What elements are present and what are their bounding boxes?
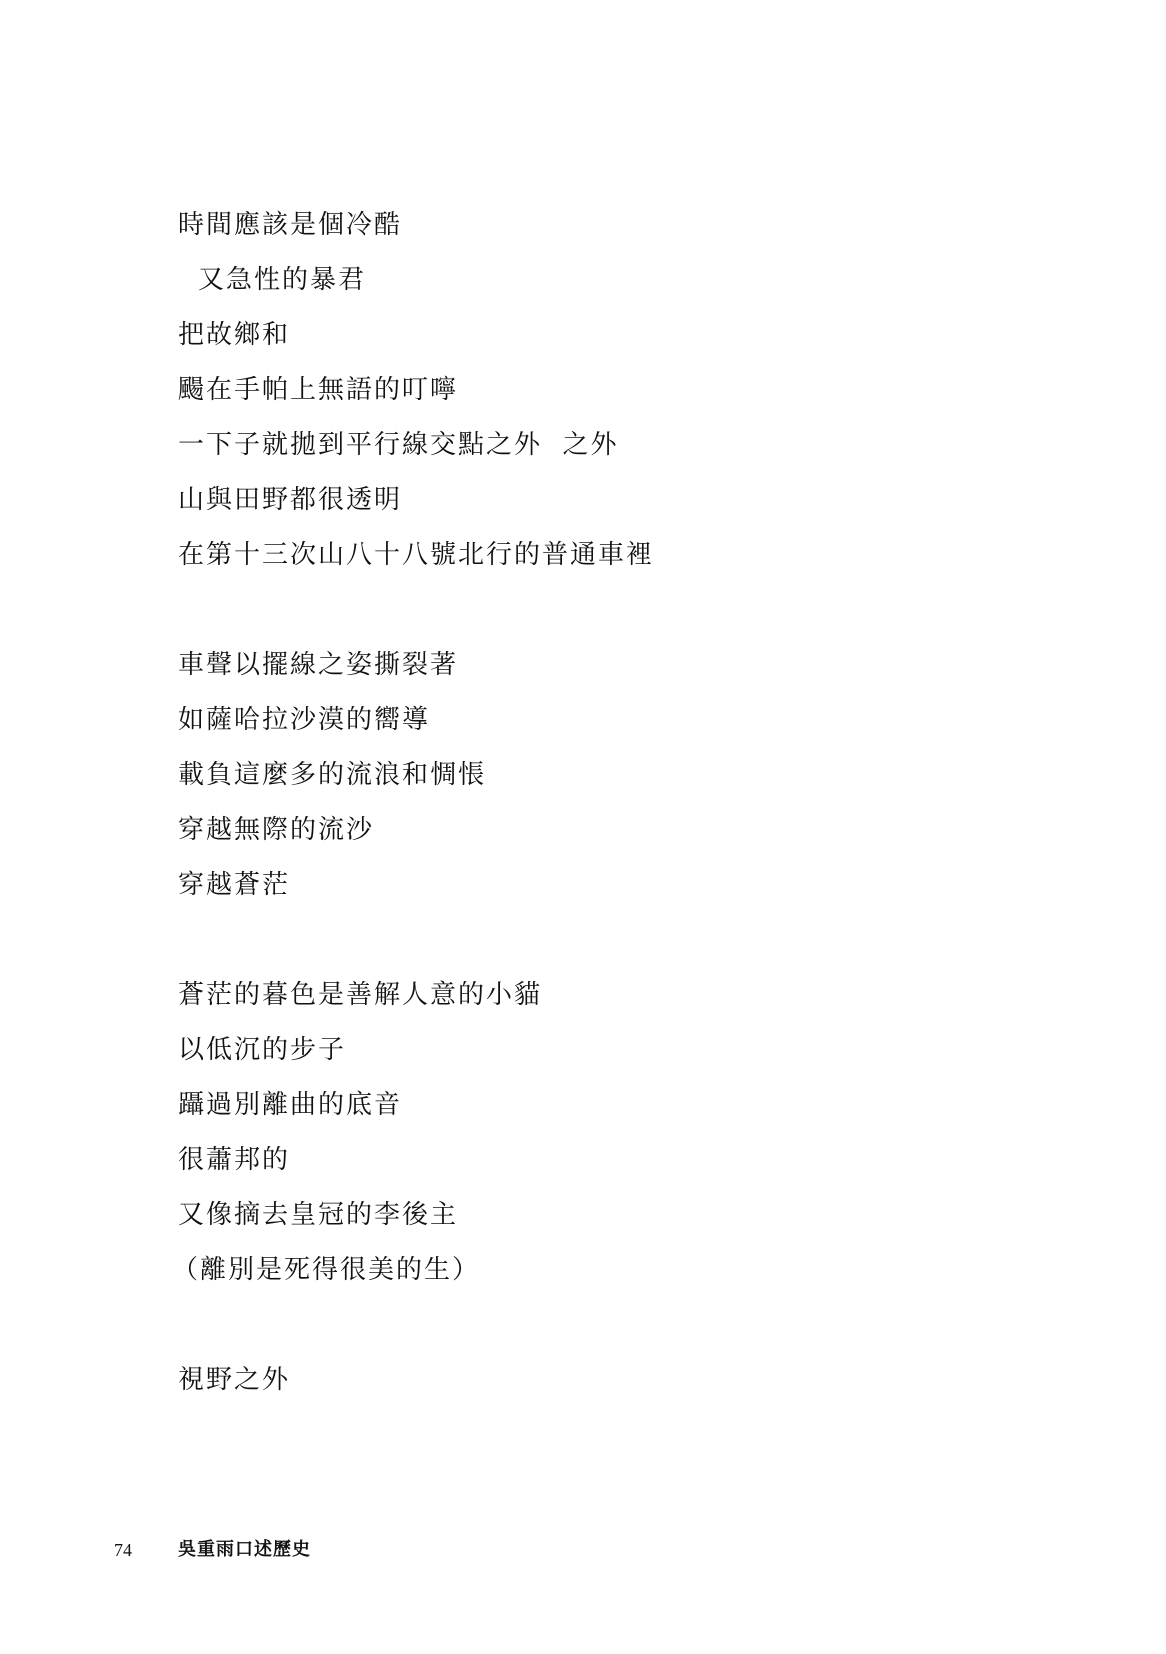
poem-line: 一下子就拋到平行線交點之外 之外 (178, 430, 619, 460)
poem-line: 載負這麼多的流浪和惆悵 (178, 760, 487, 790)
poem-body (172, 198, 1078, 1408)
poem-line: 又像摘去皇冠的李後主 (178, 1200, 459, 1230)
poem-line: 時間應該是個冷酷 (178, 210, 403, 240)
stanza-break (178, 583, 1078, 638)
poem-line: 躡過別離曲的底音 (178, 1090, 403, 1120)
poem-line: 車聲以擺線之姿撕裂著 (178, 650, 459, 680)
poem-line: 又急性的暴君 (198, 265, 367, 295)
poem-line: 颺在手帕上無語的叮嚀 (178, 375, 459, 405)
page-number: 74 (114, 1540, 132, 1560)
poem-line: 視野之外 (178, 1365, 291, 1395)
poem-line: 穿越無際的流沙 (178, 815, 375, 845)
stanza-break (178, 913, 1078, 968)
poem-line: 在第十三次山八十八號北行的普通車裡 (178, 540, 655, 570)
running-title: 吳重雨口述歷史 (178, 1539, 311, 1560)
poem-line: 把故鄉和 (178, 320, 291, 350)
poem-line: 以低沉的步子 (178, 1035, 347, 1065)
poem-line: 蒼茫的暮色是善解人意的小貓 (178, 980, 543, 1010)
poem-line: 山與田野都很透明 (178, 485, 403, 515)
poem-line: 很蕭邦的 (178, 1145, 291, 1175)
stanza-break (178, 1298, 1078, 1353)
poem-line: 穿越蒼茫 (178, 870, 291, 900)
poem-line: 如薩哈拉沙漠的嚮導 (178, 705, 431, 735)
poem-line: （離別是死得很美的生） (172, 1255, 481, 1285)
page-footer (114, 1538, 514, 1562)
